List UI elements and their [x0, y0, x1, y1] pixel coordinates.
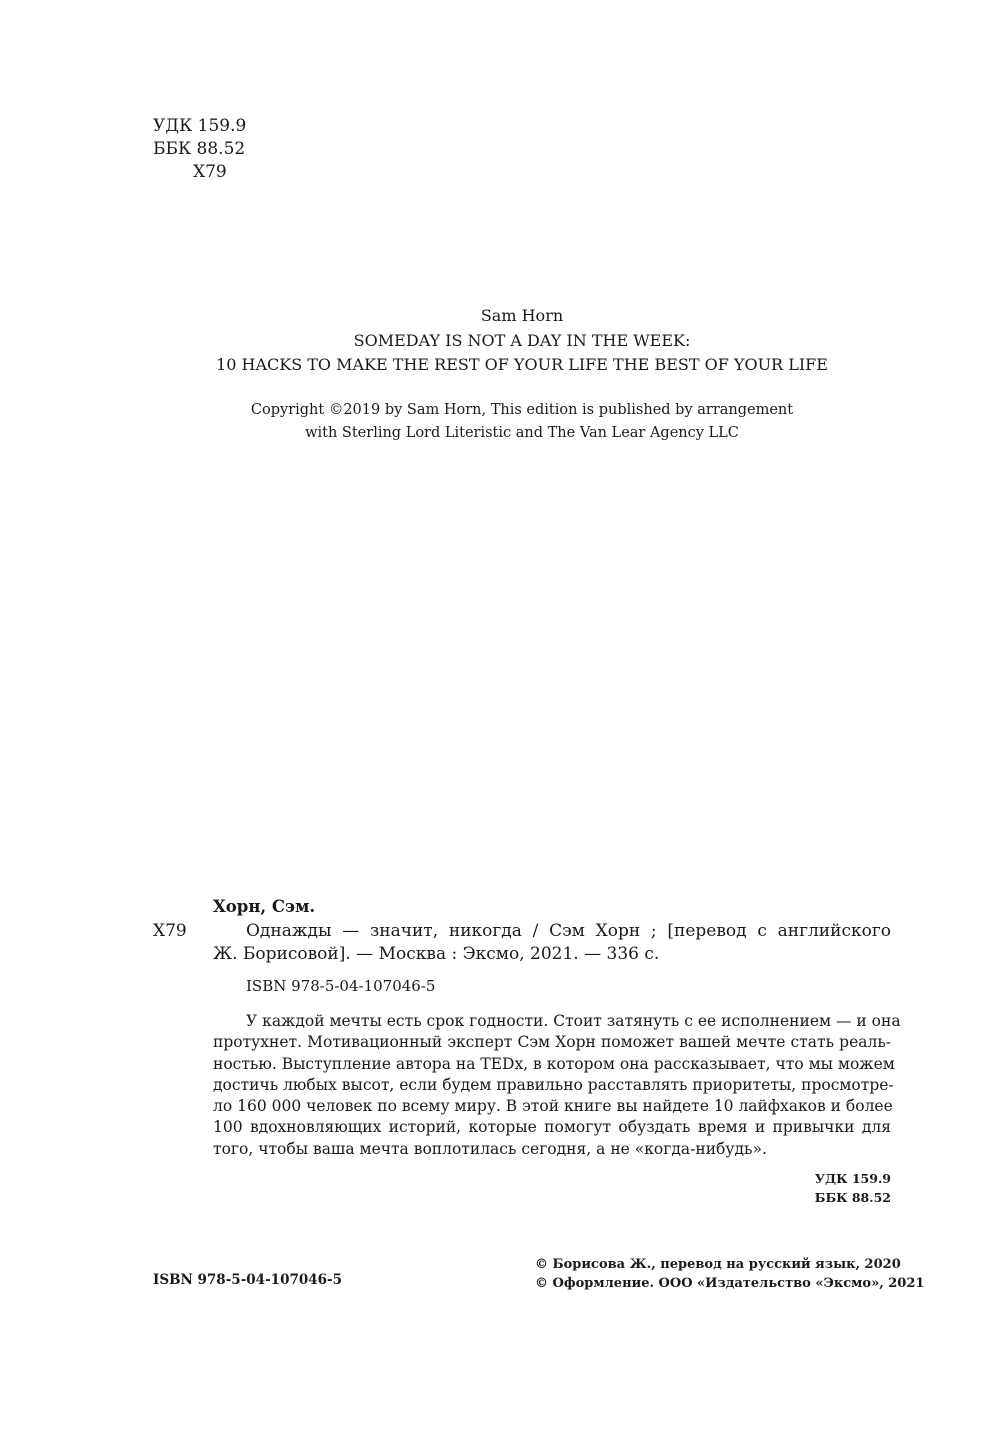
- catalog-author-heading: Хорн, Сэм.: [213, 897, 316, 916]
- catalog-cutter-code: Х79: [153, 921, 187, 941]
- classification-block-top: [153, 115, 246, 184]
- copyright-line-2: with Sterling Lord Literistic and The Van Lear Agency LLC: [305, 425, 739, 441]
- annotation-line: ло 160 000 человек по всему миру. В этой книге вы найдете 10 лайфхаков и более: [213, 1097, 893, 1116]
- classification-block-bottom: [815, 1169, 891, 1207]
- annotation-line: того, чтобы ваша мечта воплотилась сегодня, а не «когда-нибудь».: [213, 1139, 767, 1158]
- copyright-line-1: Copyright ©2019 by Sam Horn, This edition is published by arrangement: [250, 402, 794, 418]
- original-author: Sam Horn: [480, 306, 564, 325]
- udk-code-bottom: УДК 159.9: [814, 1171, 891, 1186]
- footer-isbn: ISBN 978-5-04-107046-5: [153, 1272, 343, 1288]
- udk-code: УДК 159.9: [153, 116, 247, 136]
- bbk-code: ББК 88.52: [153, 139, 246, 159]
- annotation-line: 100 вдохновляющих историй, которые помогут обуздать время и привычки для: [213, 1118, 891, 1137]
- annotation: [213, 1011, 901, 1160]
- rights-line-1: © Борисова Ж., перевод на русский язык, 2020: [535, 1257, 901, 1272]
- annotation-line: ностью. Выступление автора на TEDx, в котором она рассказывает, что мы можем: [213, 1054, 895, 1073]
- bib-line-2: Ж. Борисовой]. — Москва : Эксмо, 2021. — 336 с.: [213, 944, 660, 964]
- original-edition-block: [140, 304, 904, 378]
- annotation-line: достичь любых высот, если будем правильно расставлять приоритеты, просмотре-: [213, 1075, 894, 1094]
- original-title-line-1: SOMEDAY IS NOT A DAY IN THE WEEK:: [353, 330, 691, 350]
- cutter-code: Х79: [193, 162, 227, 182]
- rights-line-2: © Оформление. ООО «Издательство «Эксмо», 2021: [535, 1276, 925, 1291]
- annotation-line: протухнет. Мотивационный эксперт Сэм Хорн поможет вашей мечте стать реаль-: [213, 1033, 891, 1052]
- copyright-notice: [140, 399, 904, 445]
- original-title-line-2: 10 HACKS TO MAKE THE REST OF YOUR LIFE THE BEST OF YOUR LIFE: [216, 355, 828, 374]
- bibliographic-description: [213, 920, 891, 966]
- bib-line-1: Однажды — значит, никогда / Сэм Хорн ; [перевод с английского: [246, 921, 891, 941]
- bbk-code-bottom: ББК 88.52: [814, 1190, 891, 1205]
- rights-notice: [535, 1255, 924, 1293]
- annotation-line: У каждой мечты есть срок годности. Стоит затянуть с ее исполнением — и она: [246, 1012, 901, 1030]
- catalog-isbn: ISBN 978-5-04-107046-5: [246, 977, 436, 995]
